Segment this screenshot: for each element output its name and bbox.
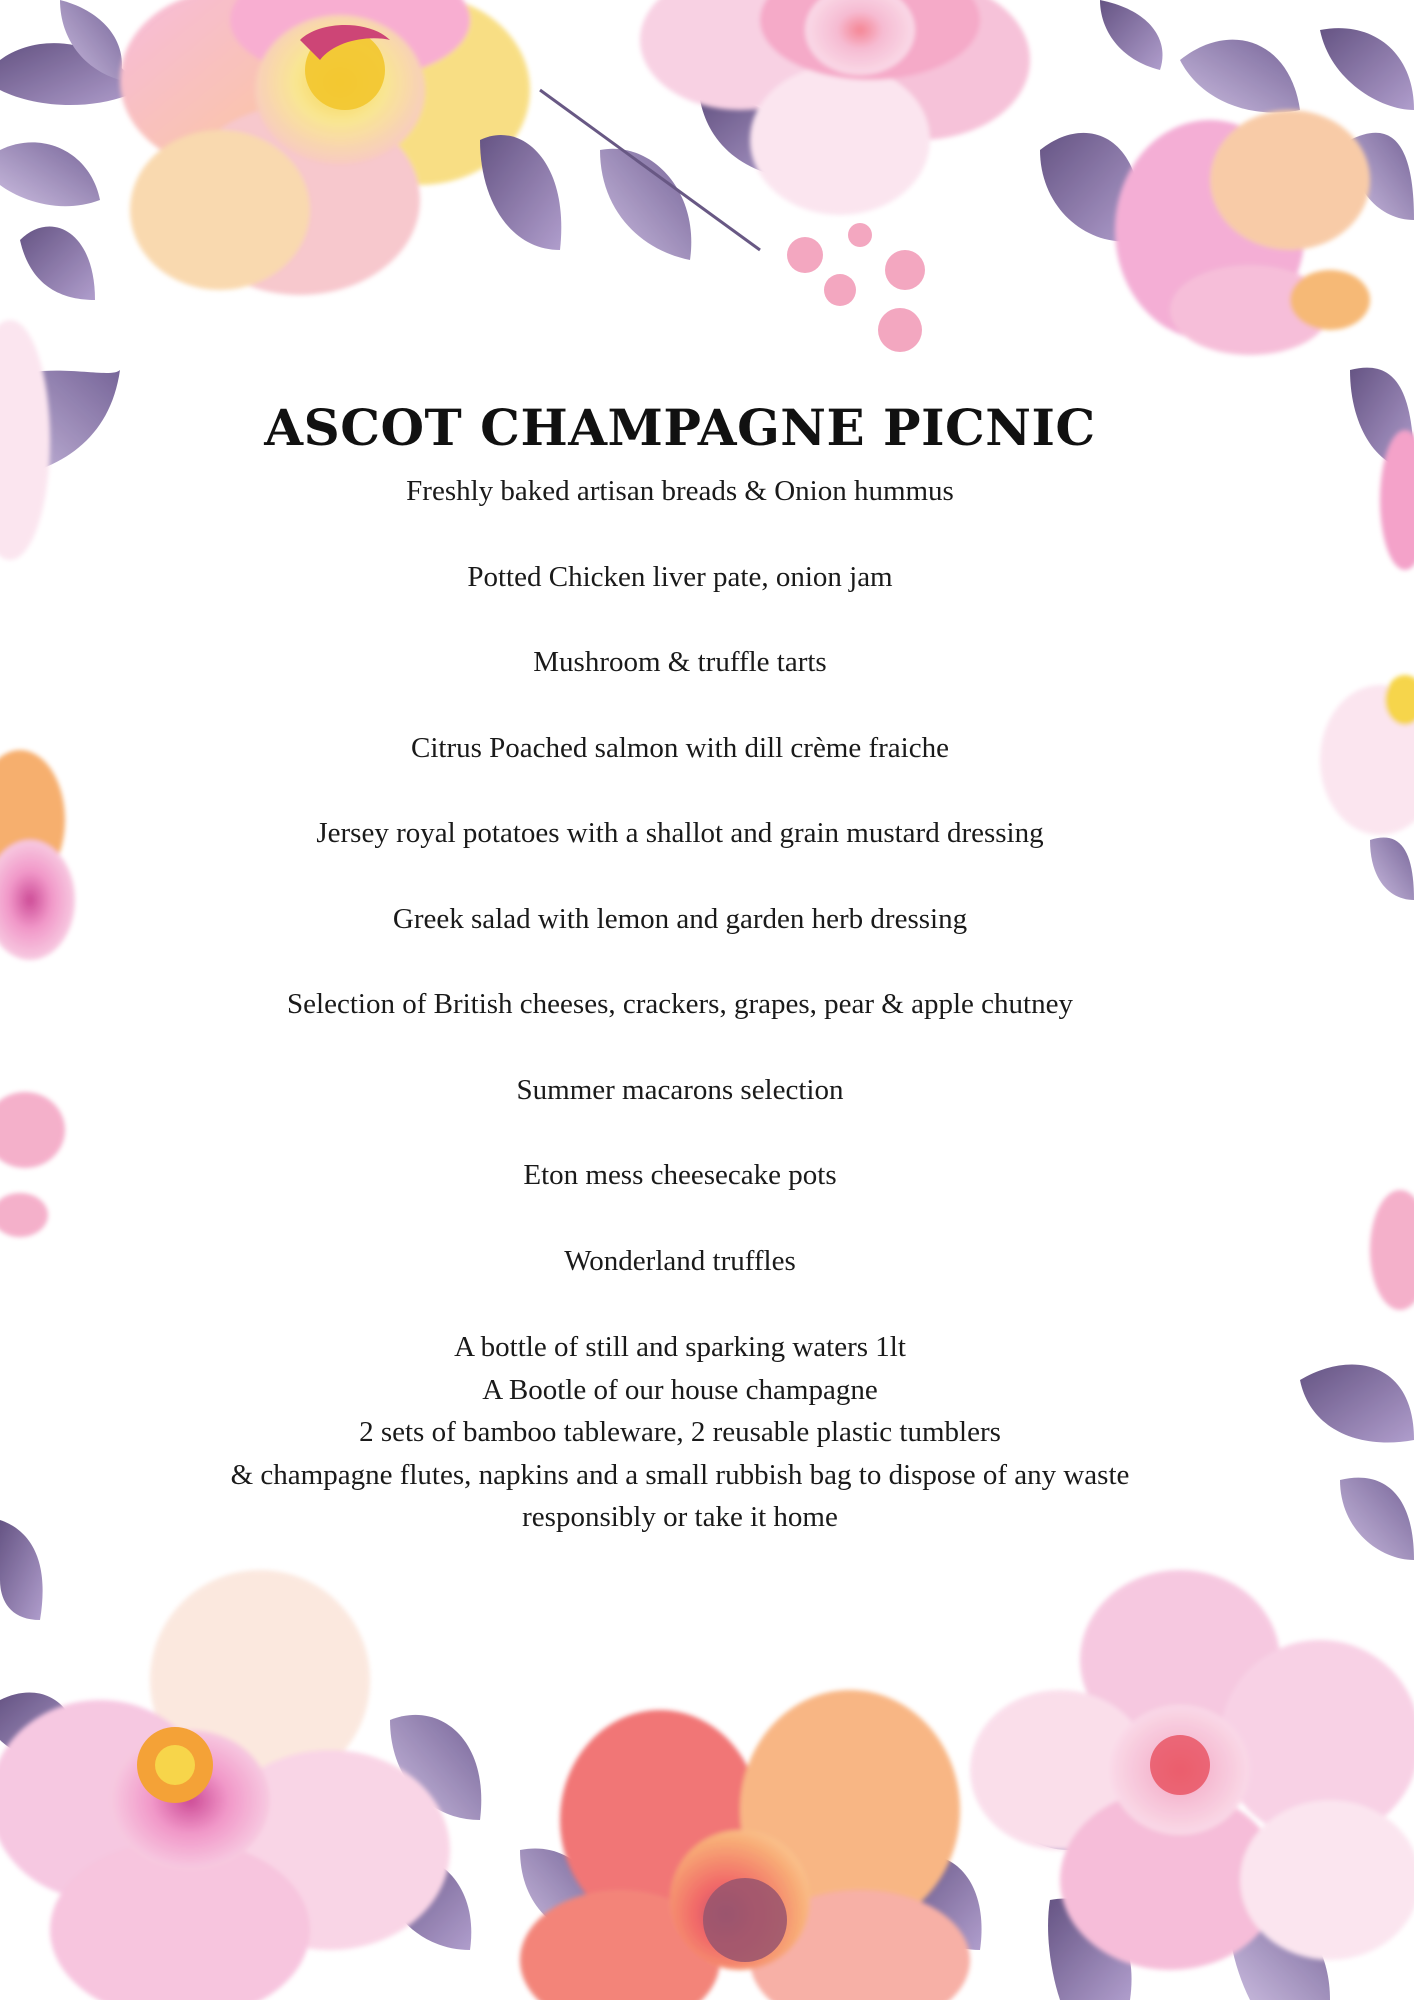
package-line: A Bootle of our house champagne (482, 1373, 878, 1406)
menu-item: Mushroom & truffle tarts (533, 646, 827, 678)
menu-item: Citrus Poached salmon with dill crème fraiche (411, 731, 949, 764)
menu-item: Greek salad with lemon and garden herb dressing (392, 902, 968, 935)
menu-item: Eton mess cheesecake pots (523, 1159, 837, 1191)
package-includes (180, 1326, 1180, 1539)
flower-center-icon (1150, 1735, 1210, 1795)
package-line: responsibly or take it home (522, 1501, 838, 1534)
leaf-icon (480, 90, 801, 260)
menu-item: Potted Chicken liver pate, onion jam (467, 560, 893, 593)
menu-item: Wonderland truffles (564, 1244, 796, 1277)
package-line: A bottle of still and sparking waters 1lt (454, 1331, 906, 1363)
package-line: & champagne flutes, napkins and a small rubbish bag to dispose of any waste (230, 1458, 1130, 1491)
menu-item: Selection of British cheeses, crackers, grapes, pear & apple chutney (287, 988, 1073, 1020)
menu-title: ASCOT CHAMPAGNE PICNIC (264, 398, 1096, 457)
menu-content (180, 385, 1180, 1539)
leaf-icon (0, 0, 140, 300)
menu-item: Summer macarons selection (516, 1073, 844, 1106)
flower-icon (1115, 110, 1370, 355)
berry-icon (787, 223, 925, 352)
menu-item: Jersey royal potatoes with a shallot and grain mustard dressing (316, 817, 1044, 849)
menu-item: Freshly baked artisan breads & Onion hummus (406, 475, 954, 507)
flower-icon (0, 1570, 450, 2000)
flower-icon (640, 0, 1030, 215)
menu-item-list (180, 471, 1180, 1281)
flower-center-icon (703, 1878, 787, 1962)
package-line: 2 sets of bamboo tableware, 2 reusable plastic tumblers (359, 1416, 1001, 1449)
